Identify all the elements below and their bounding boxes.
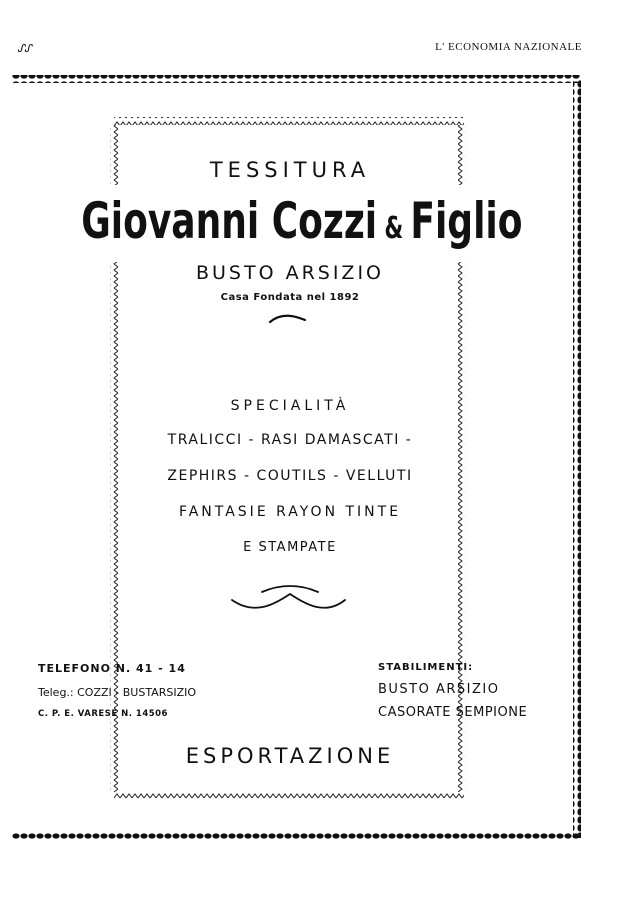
running-title: L' ECONOMIA NAZIONALE	[435, 41, 582, 53]
company-name-part2: Figlio	[410, 192, 523, 250]
zigzag-frame-bottom	[114, 792, 464, 800]
chain-border-top	[12, 75, 580, 83]
large-swash-ornament	[232, 586, 345, 608]
specialty-line: E STAMPATE	[243, 540, 337, 555]
company-name	[81, 192, 523, 250]
plant-location: CASORATE SEMPIONE	[378, 705, 528, 720]
chain-border-right	[573, 80, 581, 838]
page-ornament: ᔑᔑ	[18, 42, 32, 55]
specialties-heading: SPECIALITÀ	[230, 398, 350, 414]
company-city: BUSTO ARSIZIO	[195, 262, 385, 284]
zigzag-frame-top	[114, 117, 464, 125]
small-swash-ornament	[270, 316, 305, 322]
company-name-part1: Giovanni Cozzi	[81, 192, 378, 250]
cpe-registration: C. P. E. VARESE N. 14506	[38, 709, 168, 719]
founded-note: Casa Fondata nel 1892	[220, 292, 360, 303]
telegraph-address: Teleg.: COZZI - BUSTARSIZIO	[38, 686, 197, 699]
ad-kicker: TESSITURA	[209, 158, 371, 182]
chain-border-bottom	[12, 832, 580, 840]
export-banner: ESPORTAZIONE	[185, 744, 395, 768]
specialty-line: TRALICCI - RASI DAMASCATI -	[167, 432, 413, 448]
ampersand: &	[384, 211, 404, 246]
phone-number: TELEFONO N. 41 - 14	[38, 662, 186, 675]
specialty-line: ZEPHIRS - COUTILS - VELLUTI	[167, 468, 413, 484]
specialty-line: FANTASIE RAYON TINTE	[178, 504, 402, 520]
plants-heading: STABILIMENTI:	[378, 662, 474, 673]
plant-location: BUSTO ARSIZIO	[378, 682, 500, 697]
